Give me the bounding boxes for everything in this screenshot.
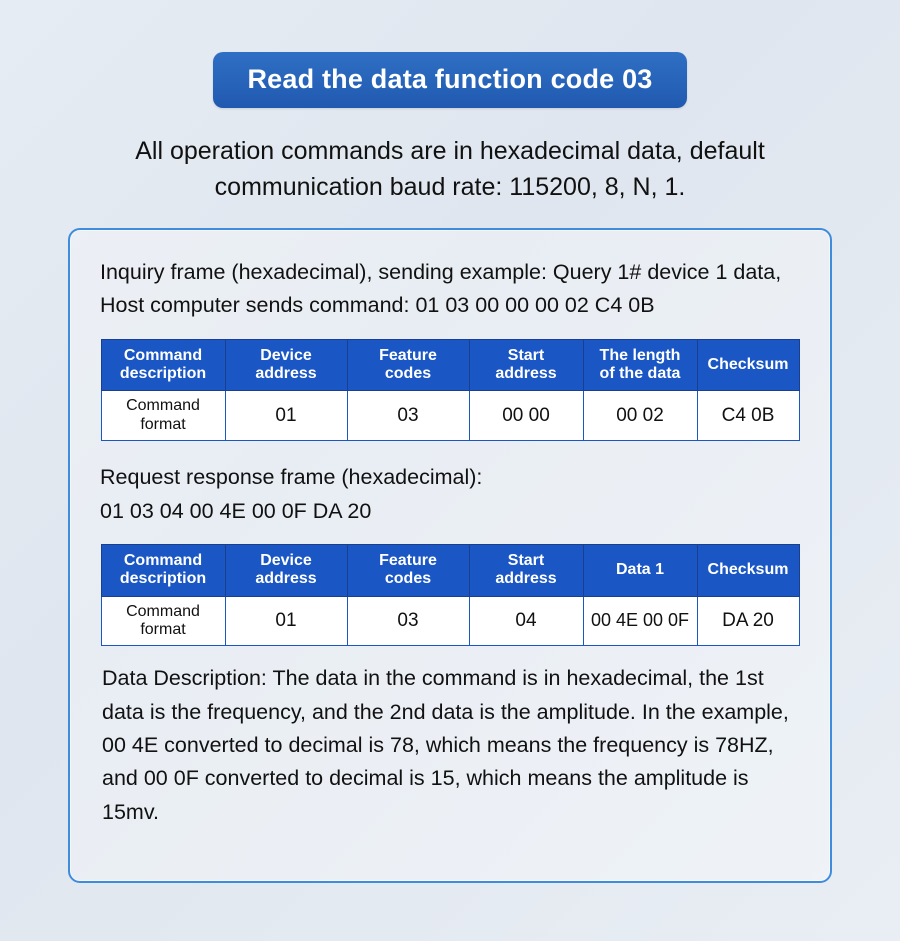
cell-data-length: 00 02 <box>583 391 697 441</box>
column-header-start-address <box>469 544 583 596</box>
header-line-1: Checksum <box>707 355 789 373</box>
cell-checksum: C4 0B <box>697 391 799 441</box>
table-row <box>101 596 799 646</box>
column-header-command-description <box>101 544 225 596</box>
header-line-2: of the data <box>599 365 681 383</box>
spacer <box>100 646 800 662</box>
header-line-1: Command <box>123 346 203 364</box>
spacer <box>100 323 800 339</box>
header-line-1: The length <box>599 346 681 364</box>
cell-data-1: 00 4E 00 0F <box>583 596 697 646</box>
header-line-1: Device <box>260 551 312 569</box>
header-line-2: description <box>119 365 207 383</box>
cell-command-format <box>101 391 225 441</box>
data-description-paragraph: Data Description: The data in the command is in hexadecimal, the 1st data is the frequency, and the 2nd data is the amplitude. In the example, 00 4E converted to decimal is 78, which means the frequency is 78HZ, and 00 0F converted to decimal is 15, which means the amplitude is 15mv. <box>102 666 789 824</box>
header-line-2: description <box>119 570 207 588</box>
column-header-checksum <box>697 544 799 596</box>
header-line-2: address <box>255 570 317 588</box>
column-header-data-length <box>583 339 697 391</box>
column-header-feature-codes <box>347 544 469 596</box>
header-line-1: Feature <box>379 551 437 569</box>
table-header-row <box>101 544 799 596</box>
table-header-row <box>101 339 799 391</box>
header-line-1: Data 1 <box>615 561 665 578</box>
column-header-device-address <box>225 339 347 391</box>
intro-paragraph: All operation commands are in hexadecimal data, default communication baud rate: 115200, 8, N, 1. <box>135 137 765 201</box>
header-line-1: Checksum <box>707 561 789 578</box>
cell-line-1: Command <box>126 397 200 415</box>
page-title: Read the data function code 03 <box>213 52 686 108</box>
cell-device-address: 01 <box>225 391 347 441</box>
inquiry-frame-table <box>101 339 800 442</box>
cell-feature-codes: 03 <box>347 596 469 646</box>
spacer <box>100 528 800 544</box>
cell-device-address: 01 <box>225 596 347 646</box>
header-line-2: address <box>495 365 557 383</box>
header-line-1: Command <box>123 551 203 569</box>
header-line-1: Feature <box>379 346 437 364</box>
inquiry-frame-text: Inquiry frame (hexadecimal), sending example: Query 1# device 1 data, Host computer sends command: 01 03 00 00 00 02 C4 0B <box>100 260 782 318</box>
header-line-2: codes <box>384 365 432 383</box>
cell-line-2: format <box>140 620 186 638</box>
cell-command-format <box>101 596 225 646</box>
column-header-data-1 <box>583 544 697 596</box>
cell-checksum: DA 20 <box>697 596 799 646</box>
response-frame-heading: Request response frame (hexadecimal): <box>100 465 483 490</box>
response-frame-command: 01 03 04 00 4E 00 0F DA 20 <box>100 498 372 523</box>
header-line-1: Start <box>507 551 545 569</box>
spacer <box>100 441 800 461</box>
column-header-command-description <box>101 339 225 391</box>
header-line-1: Start <box>507 346 545 364</box>
header-line-2: codes <box>384 570 432 588</box>
cell-line-1: Command <box>126 602 200 620</box>
cell-start-address: 04 <box>469 596 583 646</box>
header-line-1: Device <box>260 346 312 364</box>
cell-start-address: 00 00 <box>469 391 583 441</box>
column-header-feature-codes <box>347 339 469 391</box>
cell-line-2: format <box>140 415 186 433</box>
column-header-start-address <box>469 339 583 391</box>
column-header-device-address <box>225 544 347 596</box>
header-line-2: address <box>255 365 317 383</box>
header-line-2: address <box>495 570 557 588</box>
table-row <box>101 391 799 441</box>
content-panel <box>68 228 832 883</box>
cell-feature-codes: 03 <box>347 391 469 441</box>
response-frame-table <box>101 544 800 647</box>
title-container <box>0 0 900 108</box>
column-header-checksum <box>697 339 799 391</box>
